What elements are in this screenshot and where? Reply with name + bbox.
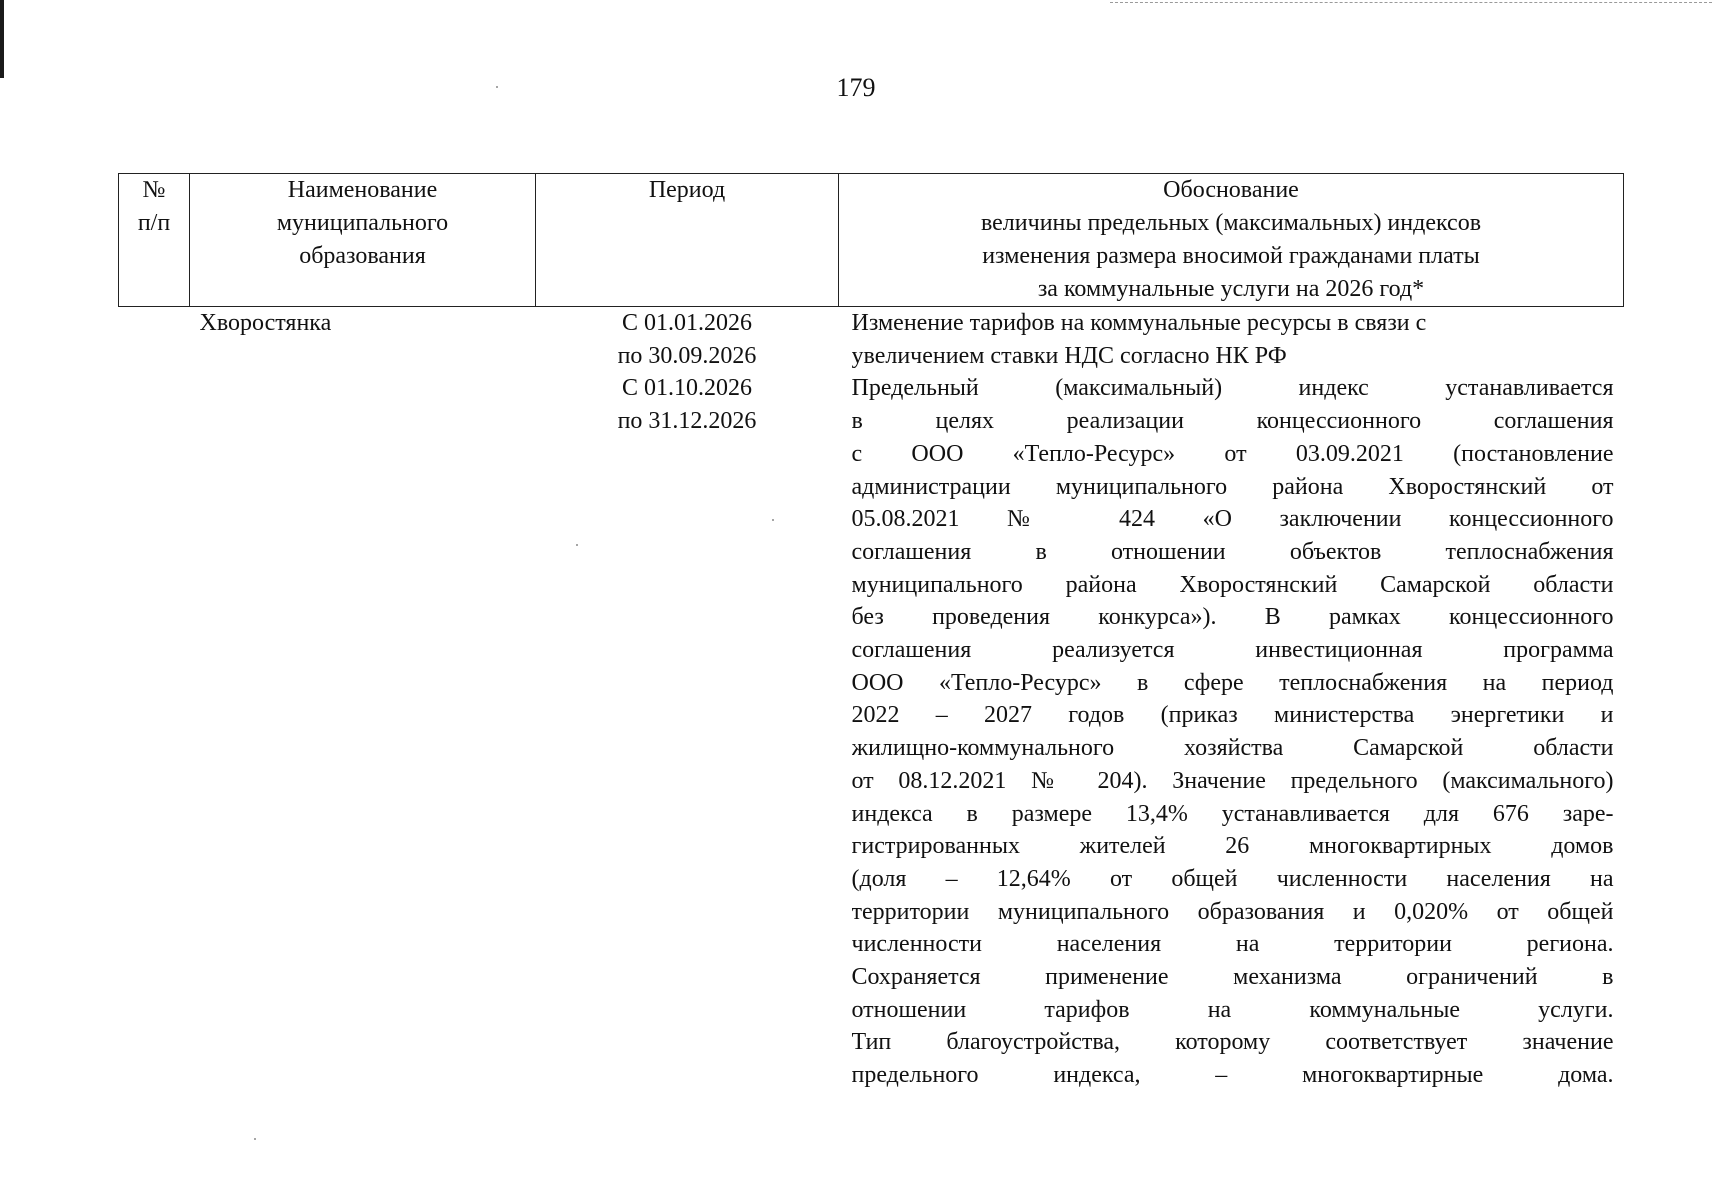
scan-speck xyxy=(496,86,498,88)
period-line: по 30.09.2026 xyxy=(617,342,757,369)
justification-line: предельного индекса, – многоквартирные дома. xyxy=(851,1062,1614,1089)
scan-speck xyxy=(772,519,774,521)
justification-line: администрации муниципального района Хворостянский от xyxy=(851,473,1614,500)
cell-municipality-name: Хворостянка xyxy=(199,310,332,336)
justification-line: 2022 – 2027 годов (приказ министерства энергетики и xyxy=(851,702,1614,729)
justification-line: (доля – 12,64% от общей численности населения на xyxy=(851,865,1614,892)
justification-line: без проведения конкурса»). В рамках концессионного xyxy=(851,604,1614,631)
justification-line: ООО «Тепло-Ресурс» в сфере теплоснабжения на период xyxy=(851,669,1614,696)
justification-line: Предельный (максимальный) индекс устанавливается xyxy=(851,375,1614,402)
header-no: № п/п xyxy=(119,174,190,307)
justification-line: 05.08.2021 № 424 «О заключении концессионного xyxy=(851,506,1614,533)
justification-line: Тип благоустройства, которому соответствует значение xyxy=(851,1029,1614,1056)
header-period: Период xyxy=(536,174,839,307)
scan-speck xyxy=(576,544,578,546)
table-row xyxy=(119,307,1624,1092)
scan-edge-left xyxy=(0,0,4,78)
justification-line: увеличением ставки НДС согласно НК РФ xyxy=(851,342,1287,369)
justification-line: отношении тарифов на коммунальные услуги. xyxy=(851,996,1614,1023)
cell-period xyxy=(536,307,839,1092)
justification-line: территории муниципального образования и 0,020% от общей xyxy=(851,898,1614,925)
justification-line: численности населения на территории региона. xyxy=(851,931,1614,958)
cell-justification xyxy=(839,307,1624,1092)
justification-line: от 08.12.2021 № 204). Значение предельного (максимального) xyxy=(851,767,1614,794)
justification-line: соглашения в отношении объектов теплоснабжения xyxy=(851,538,1614,565)
table-header-row xyxy=(119,174,1624,307)
justification-line: Изменение тарифов на коммунальные ресурсы в связи с xyxy=(851,310,1427,336)
scan-edge-top xyxy=(1110,2,1712,4)
tariff-index-table xyxy=(118,173,1624,1092)
justification-line: с ООО «Тепло-Ресурс» от 03.09.2021 (постановление xyxy=(851,440,1614,467)
period-line: по 31.12.2026 xyxy=(617,408,757,435)
justification-line: в целях реализации концессионного соглашения xyxy=(851,408,1614,435)
page-number: 179 xyxy=(836,73,876,102)
justification-line: гистрированных жителей 26 многоквартирных домов xyxy=(851,833,1614,860)
scan-speck xyxy=(254,1138,256,1140)
justification-line: муниципального района Хворостянский Самарской области xyxy=(851,571,1614,598)
justification-line: соглашения реализуется инвестиционная программа xyxy=(851,637,1614,664)
justification-line: индекса в размере 13,4% устанавливается для 676 заре- xyxy=(851,800,1614,827)
period-line: С 01.01.2026 xyxy=(621,310,752,336)
justification-line: жилищно-коммунального хозяйства Самарской области xyxy=(851,735,1614,762)
header-justification: Обоснование величины предельных (максимальных) индексов изменения размера вносимой гражданами платы за коммунальные услуги на 2026 год* xyxy=(839,174,1624,307)
justification-line: Сохраняется применение механизма ограничений в xyxy=(851,964,1614,991)
cell-no xyxy=(119,307,190,1092)
period-line: С 01.10.2026 xyxy=(621,375,752,402)
header-municipality: Наименование муниципального образования xyxy=(190,174,536,307)
